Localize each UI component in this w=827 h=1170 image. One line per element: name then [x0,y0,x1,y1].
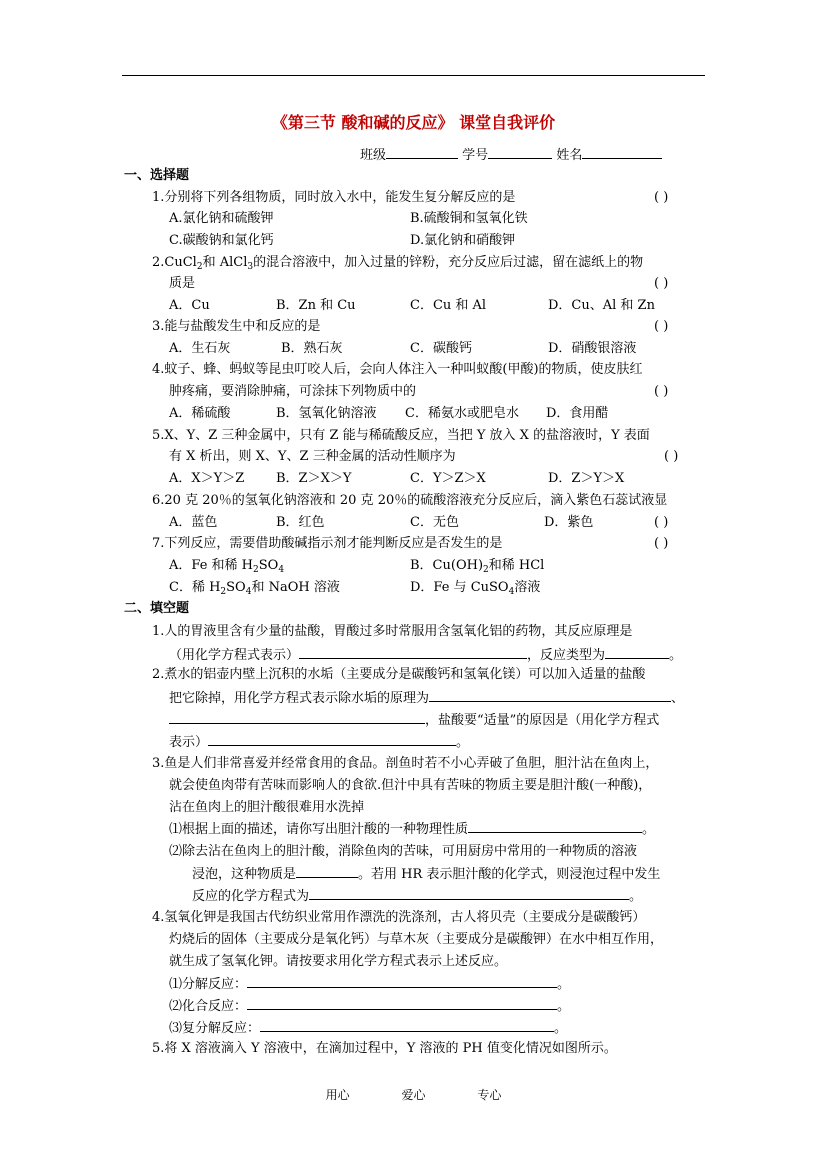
q5-option-d: D．Z＞Y＞X [548,471,625,486]
name-label: 姓名 [556,148,583,163]
q4-stem-cont: 肿疼痛，要消除肿痛，可涂抹下列物质中的 [169,384,417,399]
f3-sub2-eq: 反应的化学方程式为 。 [192,889,643,904]
f5-stem: 5.将 X 溶液滴入 Y 溶液中，在滴加过程中，Y 溶液的 PH 值变化情况如图所示。 [152,1041,617,1056]
f1-stem: 1.人的胃液里含有少量的盐酸，胃酸过多时常服用含氢氧化铝的药物，其反应原理是 [152,624,633,639]
f4-decomposition: ⑴分解反应： 。 [169,977,571,992]
q7-stem: 7.下列反应，需要借助酸碱指示剂才能判断反应是否发生的是 [152,536,503,551]
q3-option-d: D．硝酸银溶液 [548,341,637,356]
f3-stem: 3.鱼是人们非常喜爱并经常食用的食品。剖鱼时若不小心弄破了鱼胆，胆汁沾在鱼肉上， [152,756,659,771]
f3-stem-3: 沾在鱼肉上的胆汁酸很难用水洗掉 [169,800,365,815]
q6-stem: 6.20 克 20％的氢氧化钠溶液和 20 克 20％的硫酸溶液充分反应后，滴入紫色石蕊试液显 [152,493,668,508]
q1-stem: 1.分别将下列各组物质，同时放入水中，能发生复分解反应的是 [152,190,516,205]
q1-option-d: D.氯化钠和硝酸钾 [410,233,516,248]
f2-equation-blank-3[interactable] [208,733,456,746]
q3-option-a: A．生石灰 [169,341,231,356]
f3-stem-2: 就会使鱼肉带有苦味而影响人的食欲.但汁中具有苦味的物质主要是胆汁酸(一种酸)， [169,778,652,793]
f1-type-blank[interactable] [605,646,669,659]
page-footer [0,1086,827,1103]
f3-sub1: ⑴根据上面的描述，请你写出胆汁酸的一种物理性质 。 [169,822,656,837]
f2-equation-blank-1[interactable] [429,689,671,702]
q1-answer-paren[interactable]: ( ) [654,190,669,205]
q6-option-a: A．蓝色 [169,515,218,530]
page-title: 《第三节 酸和碱的反应》 课堂自我评价 [271,113,556,132]
q3-answer-paren[interactable]: ( ) [654,319,669,334]
f4-double-displacement: ⑶复分解反应： 。 [169,1021,568,1036]
name-blank[interactable] [582,146,662,159]
q6-option-d: D．紫色 [544,515,594,530]
q6-answer-paren[interactable]: ( ) [654,515,669,530]
f4-stem-2: 灼烧后的固体（主要成分是氧化钙）与草木灰（主要成分是碳酸钾）在水中相互作用， [169,932,664,947]
f4-decomposition-blank[interactable] [247,975,557,988]
id-blank[interactable] [488,146,552,159]
f4-stem: 4.氢氧化钾是我国古代纺织业常用作漂洗的洗涤剂，古人将贝壳（主要成分是碳酸钙） [152,910,646,925]
q4-answer-paren[interactable]: ( ) [654,384,669,399]
f2-line2: 把它除掉，用化学方程式表示除水垢的原理为 、 [169,691,685,706]
f1-equation-blank[interactable] [299,646,527,659]
q3-stem: 3.能与盐酸发生中和反应的是 [152,319,321,334]
q1-option-b: B.硫酸铜和氢氧化铁 [410,211,528,226]
f2-line3: ，盐酸要“适量”的原因是（用化学方程式 [169,711,659,730]
q4-stem: 4.蚊子、蜂、蚂蚁等昆虫叮咬人后，会向人体注入一种叫蚁酸(甲酸)的物质，使皮肤红 [152,362,643,377]
footer-word-2: 爱心 [401,1088,426,1102]
f4-combination: ⑵化合反应： 。 [169,999,571,1014]
f3-equation-blank[interactable] [309,887,629,900]
f2-line4: 表示） 。 [169,735,470,750]
q2-option-c: C．Cu 和 Al [410,298,487,313]
f4-combination-blank[interactable] [247,997,557,1010]
f3-sub2: ⑵除去沾在鱼肉上的胆汁酸，消除鱼肉的苦味，可用厨房中常用的一种物质的溶液 [169,844,638,859]
class-label: 班级 [360,148,387,163]
q7-answer-paren[interactable]: ( ) [654,536,669,551]
q6-option-b: B．红色 [276,515,325,530]
q2-option-a: A．Cu [169,298,210,313]
f2-stem: 2.煮水的铝壶内壁上沉积的水垢（主要成分是碳酸钙和氢氧化镁）可以加入适量的盐酸 [152,667,646,682]
q5-option-b: B．Z＞X＞Y [276,471,352,486]
q2-stem: 2.CuCl$_2$和 AlCl$_3$的混合溶液中，加入过量的锌粉，充分反应后过滤，留在滤纸上的物 [152,255,644,272]
q4-option-d: D．食用醋 [546,406,609,421]
q2-option-b: B．Zn 和 Cu [276,298,356,313]
f3-sub2-cont: 浸泡，这种物质是 。若用 HR 表示胆汁酸的化学式，则浸泡过程中发生 [192,867,661,882]
f1-answer-line: （用化学方程式表示） ，反应类型为 。 [169,648,683,663]
q5-option-c: C．Y＞Z＞X [410,471,486,486]
f3-substance-blank[interactable] [296,865,358,878]
q4-option-a: A．稀硫酸 [169,406,231,421]
q5-stem: 5.X、Y、Z 三种金属中，只有 Z 能与稀硫酸反应，当把 Y 放入 X 的盐溶液时，Y 表面 [152,428,650,443]
q3-option-c: C．碳酸钙 [410,341,472,356]
q7-option-b: B．$Cu(OH)_2$和稀 HCl [410,558,545,575]
q7-option-d: D．Fe 与 CuSO$_4$溶液 [410,580,541,597]
footer-word-3: 专心 [477,1088,502,1102]
q3-option-b: B．熟石灰 [281,341,343,356]
footer-word-1: 用心 [325,1088,350,1102]
f3-property-blank[interactable] [468,820,642,833]
q7-option-c: C．稀 $H_2SO_4$和 NaOH 溶液 [169,580,340,597]
q5-option-a: A．X＞Y＞Z [169,471,245,486]
header-rule [122,75,705,76]
q1-option-a: A.氯化钠和硫酸钾 [169,211,274,226]
section-choice-heading: 一、选择题 [124,168,190,183]
q5-answer-paren[interactable]: ( ) [664,449,679,464]
q1-option-c: C.碳酸钠和氯化钙 [169,233,274,248]
q7-option-a: A．Fe 和稀 $H_2SO_4$ [169,558,285,575]
q5-stem-cont: 有 X 析出，则 X、Y、Z 三种金属的活动性顺序为 [169,449,456,464]
f2-equation-blank-2[interactable] [169,711,425,724]
q6-option-c: C．无色 [410,515,459,530]
q2-stem-cont: 质是 [169,276,196,291]
f4-stem-3: 就生成了氢氧化钾。请按要求用化学方程式表示上述反应。 [169,954,508,969]
q2-option-d: D．Cu、Al 和 Zn [548,298,655,313]
q4-option-c: C．稀氨水或肥皂水 [405,406,519,421]
class-blank[interactable] [386,146,458,159]
student-info [360,146,662,165]
f4-double-displacement-blank[interactable] [260,1019,554,1032]
section-fill-heading: 二、填空题 [124,601,190,616]
q2-answer-paren[interactable]: ( ) [654,276,669,291]
id-label: 学号 [462,148,489,163]
q4-option-b: B．氢氧化钠溶液 [276,406,377,421]
